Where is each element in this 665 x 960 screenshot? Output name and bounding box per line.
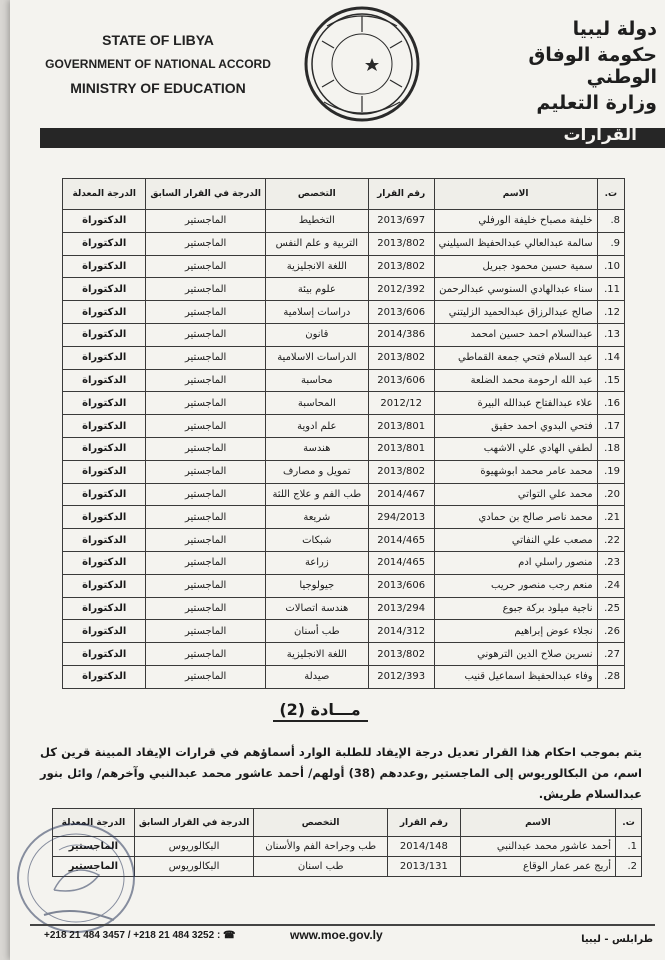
amended-degree-cell: الدكتوراة — [63, 437, 146, 460]
specialization-cell: صيدلة — [265, 665, 368, 688]
col-header-amended-degree: الدرجة المعدلة — [63, 179, 146, 210]
students-table — [62, 178, 625, 689]
row-num-cell: 15. — [597, 369, 624, 392]
specialization-cell: هندسة اتصالات — [265, 597, 368, 620]
student-name-cell: أريج عمر عمار الوقاع — [460, 857, 615, 877]
decision-number-cell: 2014/465 — [368, 551, 434, 574]
row-num-cell: 28. — [597, 665, 624, 688]
specialization-cell: طب أسنان — [265, 620, 368, 643]
student-name-cell: سالمة عبدالعالي عبدالحفيظ السيليني — [434, 232, 597, 255]
row-num-cell: 14. — [597, 346, 624, 369]
official-stamp — [14, 820, 144, 938]
decision-number-cell: 2013/802 — [368, 255, 434, 278]
previous-degree-cell: البكالوريوس — [134, 857, 254, 877]
row-num-cell: 1. — [616, 837, 642, 857]
amended-degree-cell: الدكتوراة — [63, 483, 146, 506]
decision-number-cell: 2013/606 — [368, 369, 434, 392]
header-ar-state: دولة ليبيا — [572, 18, 657, 40]
student-name-cell: محمد ناصر صالح بن حمادي — [434, 506, 597, 529]
specialization-cell: طب اسنان — [254, 857, 388, 877]
header-arabic — [457, 18, 657, 114]
specialization-cell: شبكات — [265, 529, 368, 552]
t2-col-header-decision-number: رقم القرار — [387, 809, 460, 837]
student-name-cell: وفاء عبدالحفيظ اسماعيل قنيب — [434, 665, 597, 688]
amended-degree-cell: الدكتوراة — [63, 551, 146, 574]
footer-website-link[interactable]: www.moe.gov.ly — [290, 928, 383, 942]
col-header-specialization: التخصص — [265, 179, 368, 210]
student-name-cell: نسرين صلاح الدين الترهوني — [434, 643, 597, 666]
table-row — [63, 529, 625, 552]
student-name-cell: منصور راسلي ادم — [434, 551, 597, 574]
student-name-cell: مصعب علي النفاتي — [434, 529, 597, 552]
specialization-cell: قانون — [265, 323, 368, 346]
t2-col-header-amended-degree: الدرجة المعدلة — [53, 809, 135, 837]
table-row — [63, 415, 625, 438]
student-name-cell: فتحي البدوي احمد حقيق — [434, 415, 597, 438]
decision-number-cell: 2012/392 — [368, 278, 434, 301]
previous-degree-cell: الماجستير — [146, 597, 266, 620]
specialization-cell: الدراسات الاسلامية — [265, 346, 368, 369]
previous-degree-cell: الماجستير — [146, 506, 266, 529]
amended-degree-cell: الدكتوراة — [63, 369, 146, 392]
table-row — [63, 210, 625, 233]
amended-degree-cell: الدكتوراة — [63, 643, 146, 666]
previous-degree-cell: الماجستير — [146, 255, 266, 278]
specialization-cell: التخطيط — [265, 210, 368, 233]
amended-degree-cell: الدكتوراة — [63, 597, 146, 620]
row-num-cell: 2. — [616, 857, 642, 877]
t2-col-header-previous-degree: الدرجة في القرار السابق — [134, 809, 254, 837]
amended-degree-cell: الماجستير — [53, 837, 135, 857]
t2-col-header-specialization: التخصص — [254, 809, 388, 837]
student-name-cell: سناء عبدالهادي السنوسي عبدالرحمن — [434, 278, 597, 301]
table-row — [63, 460, 625, 483]
table-row — [63, 483, 625, 506]
decision-number-cell: 2014/148 — [387, 837, 460, 857]
specialization-cell: جيولوجيا — [265, 574, 368, 597]
decision-number-cell: 2014/312 — [368, 620, 434, 643]
state-emblem-seal — [302, 6, 422, 122]
decision-number-cell: 2014/467 — [368, 483, 434, 506]
student-name-cell: لطفي الهادي علي الاشهب — [434, 437, 597, 460]
table-row — [63, 620, 625, 643]
table-row — [63, 665, 625, 688]
student-name-cell: ناجية ميلود بركة جبوع — [434, 597, 597, 620]
table-row — [63, 301, 625, 324]
decision-number-cell: 2013/606 — [368, 574, 434, 597]
row-num-cell: 18. — [597, 437, 624, 460]
specialization-cell: هندسة — [265, 437, 368, 460]
decision-number-cell: 2014/465 — [368, 529, 434, 552]
row-num-cell: 22. — [597, 529, 624, 552]
table-row — [63, 437, 625, 460]
student-name-cell: محمد عامر محمد ابوشهيوة — [434, 460, 597, 483]
decision-number-cell: 2013/802 — [368, 232, 434, 255]
row-num-cell: 26. — [597, 620, 624, 643]
previous-degree-cell: الماجستير — [146, 437, 266, 460]
article-2-text: يتم بموجب احكام هذا القرار تعديل درجة الإيفاد للطلبة الوارد أسماؤهم في قرارات الإيفاد المبينة قرين كل اسم، من البكالوريوس إلى الماجستير ,وعددهم (38) أولهم/ أحمد عاشور محمد عبدالنبي وآخرهم/ وائل بنور عبدالسلام طريش. — [40, 745, 642, 801]
header-en-ministry: MINISTRY OF EDUCATION — [70, 80, 246, 96]
t2-col-header-num: ت. — [616, 809, 642, 837]
decision-number-cell: 2013/802 — [368, 460, 434, 483]
table-row — [63, 278, 625, 301]
specialization-cell: اللغة الانجليزية — [265, 255, 368, 278]
previous-degree-cell: الماجستير — [146, 278, 266, 301]
previous-degree-cell: الماجستير — [146, 551, 266, 574]
header-en-state: STATE OF LIBYA — [102, 32, 214, 48]
previous-degree-cell: الماجستير — [146, 574, 266, 597]
row-num-cell: 24. — [597, 574, 624, 597]
previous-degree-cell: الماجستير — [146, 346, 266, 369]
amended-degree-cell: الدكتوراة — [63, 620, 146, 643]
previous-degree-cell: الماجستير — [146, 620, 266, 643]
table-header-row — [63, 179, 625, 210]
previous-degree-cell: الماجستير — [146, 529, 266, 552]
row-num-cell: 13. — [597, 323, 624, 346]
header-ar-ministry: وزارة التعليم — [536, 92, 657, 114]
amended-degree-cell: الدكتوراة — [63, 210, 146, 233]
decision-number-cell: 2012/393 — [368, 665, 434, 688]
student-name-cell: سمية حسين محمود جبريل — [434, 255, 597, 278]
student-name-cell: خليفة مصباح خليفة الورفلي — [434, 210, 597, 233]
row-num-cell: 8. — [597, 210, 624, 233]
decision-number-cell: 294/2013 — [368, 506, 434, 529]
col-header-decision-number: رقم القرار — [368, 179, 434, 210]
students-table-body — [63, 210, 625, 689]
amended-degree-cell: الدكتوراة — [63, 415, 146, 438]
amended-degree-cell: الدكتوراة — [63, 301, 146, 324]
footer-divider — [30, 924, 655, 926]
student-name-cell: محمد علي التواتي — [434, 483, 597, 506]
decision-number-cell: 2014/386 — [368, 323, 434, 346]
previous-degree-cell: الماجستير — [146, 210, 266, 233]
previous-degree-cell: الماجستير — [146, 665, 266, 688]
specialization-cell: اللغة الانجليزية — [265, 643, 368, 666]
col-header-name: الاسم — [434, 179, 597, 210]
row-num-cell: 19. — [597, 460, 624, 483]
amended-degree-cell: الدكتوراة — [63, 346, 146, 369]
row-num-cell: 20. — [597, 483, 624, 506]
specialization-cell: المحاسبة — [265, 392, 368, 415]
amended-degree-cell: الدكتوراة — [63, 255, 146, 278]
previous-degree-cell: الماجستير — [146, 460, 266, 483]
amended-degree-cell: الدكتوراة — [63, 506, 146, 529]
specialization-cell: علوم بيئة — [265, 278, 368, 301]
amended-degree-cell: الدكتوراة — [63, 232, 146, 255]
table-row — [63, 369, 625, 392]
student-name-cell: عبدالسلام احمد حسين امحمد — [434, 323, 597, 346]
student-name-cell: علاء عبدالفتاح عبدالله البيرة — [434, 392, 597, 415]
footer-phone: +218 21 484 3457 / +218 21 484 3252 : ☎ — [44, 930, 236, 941]
specialization-cell: تمويل و مصارف — [265, 460, 368, 483]
row-num-cell: 27. — [597, 643, 624, 666]
table-row — [63, 574, 625, 597]
student-name-cell: أحمد عاشور محمد عبدالنبي — [460, 837, 615, 857]
amended-degree-cell: الماجستير — [53, 857, 135, 877]
previous-degree-cell: الماجستير — [146, 392, 266, 415]
previous-degree-cell: الماجستير — [146, 301, 266, 324]
header-en-government: GOVERNMENT OF NATIONAL ACCORD — [45, 57, 271, 71]
col-header-num: ت. — [597, 179, 624, 210]
amended-degree-cell: الدكتوراة — [63, 323, 146, 346]
previous-degree-cell: الماجستير — [146, 369, 266, 392]
amended-degree-cell: الدكتوراة — [63, 665, 146, 688]
previous-degree-cell: الماجستير — [146, 323, 266, 346]
previous-degree-cell: الماجستير — [146, 232, 266, 255]
previous-degree-cell: الماجستير — [146, 483, 266, 506]
table-row — [63, 643, 625, 666]
specialization-cell: علم ادوية — [265, 415, 368, 438]
student-name-cell: عبد السلام فتحي جمعة القماطي — [434, 346, 597, 369]
decisions-title: القرارات — [563, 125, 637, 145]
decision-number-cell: 2013/606 — [368, 301, 434, 324]
table-row — [63, 323, 625, 346]
student-name-cell: صالح عبدالرزاق عبدالحميد الزليتني — [434, 301, 597, 324]
previous-degree-cell: الماجستير — [146, 643, 266, 666]
decision-number-cell: 2013/131 — [387, 857, 460, 877]
previous-degree-cell: الماجستير — [146, 415, 266, 438]
student-name-cell: منعم رجب منصور حريب — [434, 574, 597, 597]
specialization-cell: دراسات إسلامية — [265, 301, 368, 324]
header-english — [38, 32, 278, 96]
decision-number-cell: 2013/801 — [368, 437, 434, 460]
decision-number-cell: 2013/802 — [368, 643, 434, 666]
footer-city: طرابلس - ليبيا — [581, 934, 653, 945]
row-num-cell: 17. — [597, 415, 624, 438]
table-row — [63, 232, 625, 255]
row-num-cell: 9. — [597, 232, 624, 255]
decision-number-cell: 2013/801 — [368, 415, 434, 438]
student-name-cell: نجلاء عوض إبراهيم — [434, 620, 597, 643]
amended-degree-cell: الدكتوراة — [63, 574, 146, 597]
row-num-cell: 10. — [597, 255, 624, 278]
amended-degree-cell: الدكتوراة — [63, 460, 146, 483]
amended-degree-cell: الدكتوراة — [63, 278, 146, 301]
t2-col-header-name: الاسم — [460, 809, 615, 837]
row-num-cell: 25. — [597, 597, 624, 620]
decision-number-cell: 2013/697 — [368, 210, 434, 233]
article-2-title: مـــادة (2) — [250, 700, 390, 722]
row-num-cell: 11. — [597, 278, 624, 301]
specialization-cell: شريعة — [265, 506, 368, 529]
student-name-cell: عبد الله ارحومة محمد الضلعة — [434, 369, 597, 392]
specialization-cell: التربية و علم النفس — [265, 232, 368, 255]
row-num-cell: 21. — [597, 506, 624, 529]
row-num-cell: 16. — [597, 392, 624, 415]
table-row — [63, 506, 625, 529]
table-row — [63, 597, 625, 620]
specialization-cell: زراعة — [265, 551, 368, 574]
decision-number-cell: 2013/294 — [368, 597, 434, 620]
decision-number-cell: 2013/802 — [368, 346, 434, 369]
amended-degree-cell: الدكتوراة — [63, 392, 146, 415]
specialization-cell: طب وجراحة الفم والأسنان — [254, 837, 388, 857]
header-ar-government: حكومة الوفاق الوطني — [528, 44, 657, 88]
specialization-cell: محاسبة — [265, 369, 368, 392]
amended-degree-cell: الدكتوراة — [63, 529, 146, 552]
previous-degree-cell: البكالوريوس — [134, 837, 254, 857]
row-num-cell: 23. — [597, 551, 624, 574]
specialization-cell: طب الفم و علاج اللثة — [265, 483, 368, 506]
table-row — [63, 255, 625, 278]
table-row — [63, 392, 625, 415]
row-num-cell: 12. — [597, 301, 624, 324]
decisions-title-band — [40, 125, 665, 148]
col-header-previous-degree: الدرجة في القرار السابق — [146, 179, 266, 210]
table-row — [63, 346, 625, 369]
table-row — [63, 551, 625, 574]
decision-number-cell: 2012/12 — [368, 392, 434, 415]
